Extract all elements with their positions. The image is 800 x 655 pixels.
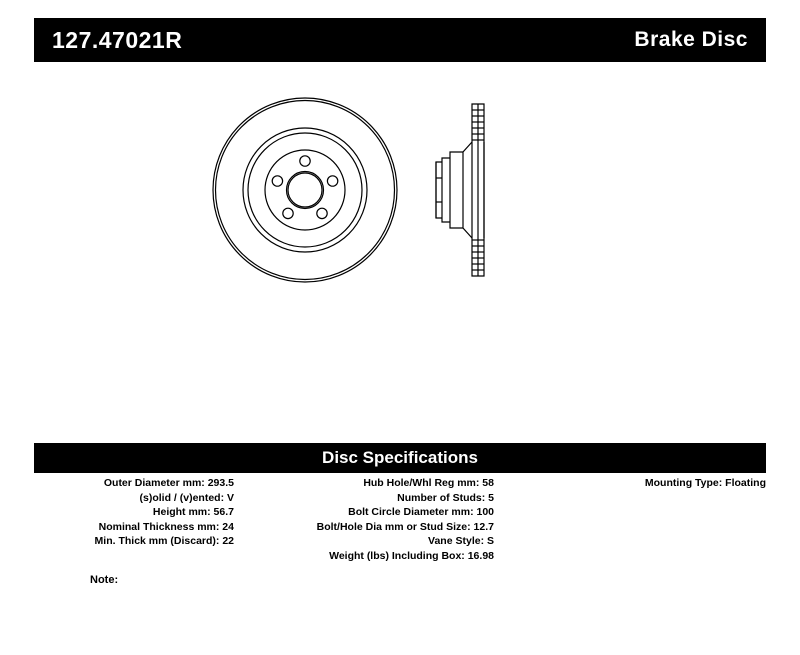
spec-column-left xyxy=(34,476,234,549)
header-bar xyxy=(34,18,766,62)
rotor-front-view xyxy=(213,98,397,282)
specifications xyxy=(34,476,766,586)
spec-column-right xyxy=(514,476,766,491)
spec-item: Mounting Type: Floating xyxy=(644,477,766,489)
spec-item: Hub Hole/Whl Reg mm: 58 xyxy=(363,477,494,489)
spec-item: Min. Thick mm (Discard): 22 xyxy=(94,535,234,548)
spec-item: Outer Diameter mm: 293.5 xyxy=(103,477,234,489)
spec-item: Bolt/Hole Dia mm or Stud Size: 12.7 xyxy=(316,520,494,533)
spec-item: Weight (lbs) Including Box: 16.98 xyxy=(329,549,494,562)
rotor-side-view xyxy=(436,104,484,276)
spec-item: Bolt Circle Diameter mm: 100 xyxy=(348,506,494,519)
spec-item: Nominal Thickness mm: 24 xyxy=(98,520,234,533)
spec-header-title: Disc Specifications xyxy=(322,448,478,467)
spec-column-middle xyxy=(244,476,494,564)
technical-drawing xyxy=(180,90,620,310)
spec-item: Height mm: 56.7 xyxy=(152,506,234,519)
page-title: Brake Disc xyxy=(634,28,748,51)
spec-item: (s)olid / (v)ented: V xyxy=(139,491,234,504)
spec-header-bar xyxy=(34,443,766,473)
note-label: Note: xyxy=(90,574,119,586)
part-number: 127.47021R xyxy=(52,26,183,53)
spec-item: Number of Studs: 5 xyxy=(397,491,494,504)
spec-item: Vane Style: S xyxy=(428,535,494,548)
